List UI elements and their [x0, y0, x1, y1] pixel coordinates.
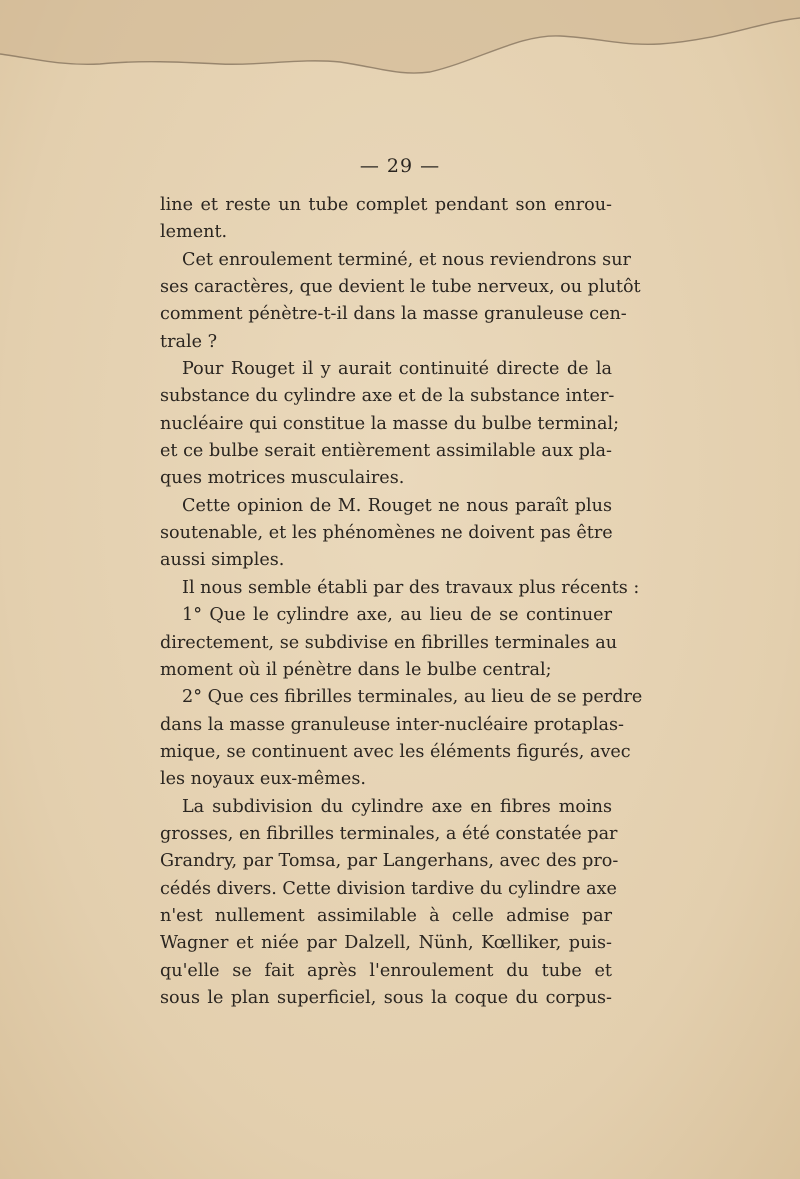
text-line: ques motrices musculaires. — [160, 468, 405, 489]
text-line: grosses, en fibrilles terminales, a été constatée par — [160, 823, 618, 844]
text-line: Wagner et niée par Dalzell, Nünh, Kœlliker, puis- — [160, 933, 612, 954]
text-line: dans la masse granuleuse inter-nucléaire protaplas- — [160, 714, 624, 735]
body-text — [160, 192, 643, 1012]
text-line: et ce bulbe serait entièrement assimilable aux pla- — [160, 441, 612, 462]
text-line: directement, se subdivise en fibrilles terminales au — [160, 632, 618, 653]
text-line: nucléaire qui constitue la masse du bulbe terminal; — [160, 413, 620, 434]
text-line: ses caractères, que devient le tube nerveux, ou plutôt — [160, 277, 641, 298]
text-line: moment où il pénètre dans le bulbe central; — [160, 659, 552, 680]
text-line: mique, se continuent avec les éléments figurés, avec — [160, 741, 631, 762]
text-line: comment pénètre-t-il dans la masse granuleuse cen- — [160, 304, 627, 325]
text-line: trale ? — [160, 331, 218, 352]
text-line: soutenable, et les phénomènes ne doivent pas être — [160, 523, 613, 544]
text-line: aussi simples. — [160, 550, 285, 571]
text-line: qu'elle se fait après l'enroulement du tube et — [160, 960, 612, 981]
text-line: Cette opinion de M. Rouget ne nous paraît plus — [182, 495, 612, 516]
text-line: n'est nullement assimilable à celle admise par — [160, 905, 612, 926]
text-line: Pour Rouget il y aurait continuité directe de la — [182, 359, 612, 380]
text-line: sous le plan superficiel, sous la coque du corpus- — [160, 987, 612, 1008]
text-line: les noyaux eux-mêmes. — [160, 769, 366, 790]
text-line: 2° Que ces fibrilles terminales, au lieu de se perdre — [182, 687, 643, 708]
text-line: 1° Que le cylindre axe, au lieu de se continuer — [182, 605, 612, 626]
torn-paper-edge — [0, 0, 800, 90]
text-line: line et reste un tube complet pendant son enrou- — [160, 195, 612, 215]
text-line: Grandry, par Tomsa, par Langerhans, avec des pro- — [160, 851, 619, 872]
text-line: substance du cylindre axe et de la substance inter- — [160, 386, 615, 407]
text-line: Cet enroulement terminé, et nous reviendrons sur — [182, 249, 631, 270]
page-number: — 29 — — [359, 155, 441, 177]
text-line: Il nous semble établi par des travaux plus récents : — [182, 577, 640, 598]
text-line: lement. — [160, 222, 228, 243]
text-line: La subdivision du cylindre axe en fibres moins — [182, 796, 612, 817]
text-line: cédés divers. Cette division tardive du cylindre axe — [160, 878, 617, 899]
